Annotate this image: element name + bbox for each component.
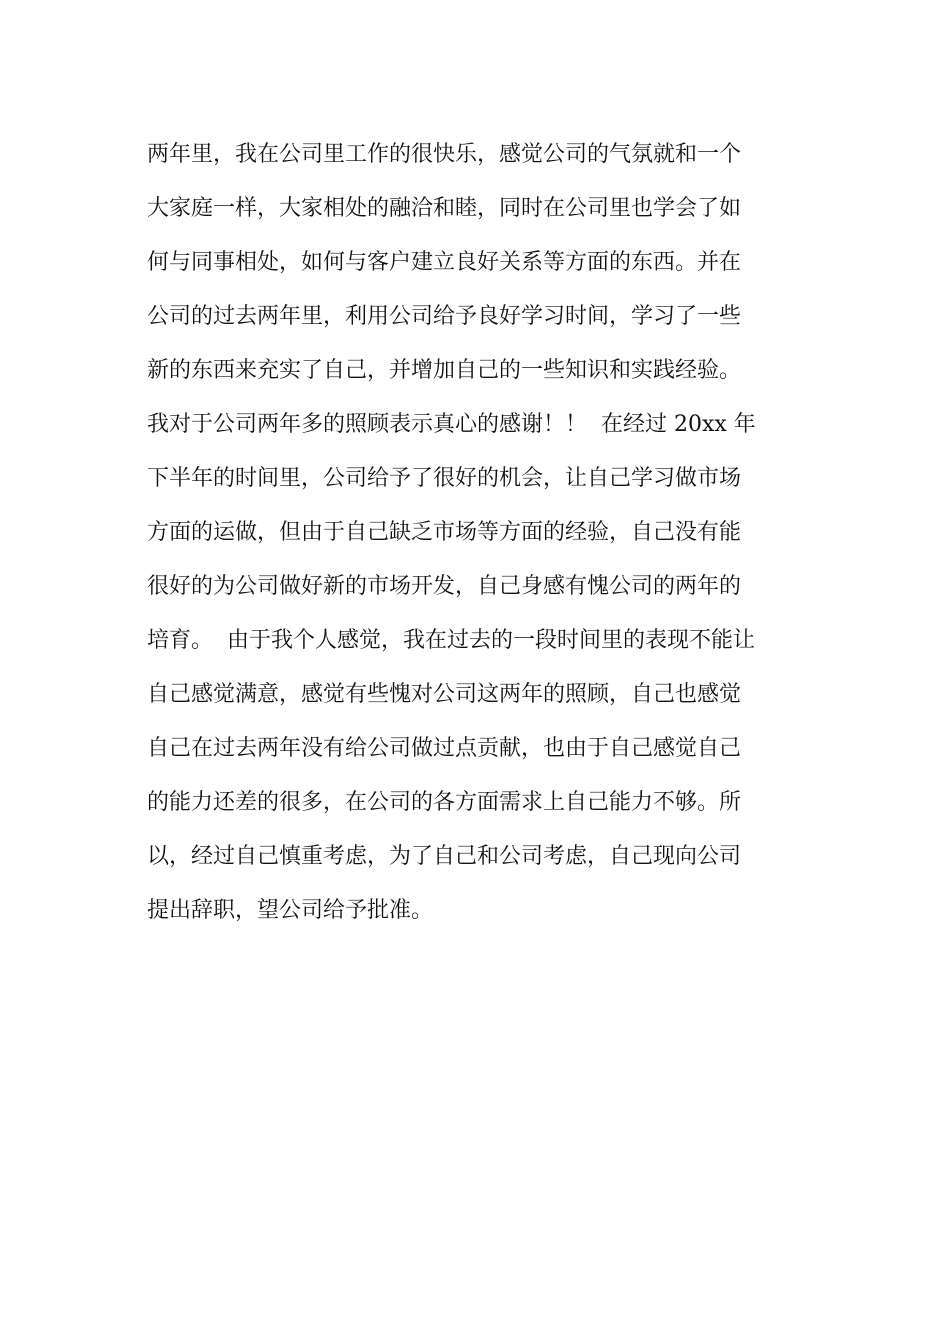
text-line: 公司的过去两年里，利用公司给予良好学习时间，学习了一些 [147,304,742,329]
text-line: 方面的运做，但由于自己缺乏市场等方面的经验，自己没有能 [147,520,742,545]
letter-body [147,128,807,938]
text-line: 自己在过去两年没有给公司做过点贡献，也由于自己感觉自己 [147,736,742,761]
text-line: 下半年的时间里，公司给予了很好的机会，让自己学习做市场 [147,466,742,491]
text-line: 提出辞职，望公司给予批准。 [147,898,434,923]
text-line: 自己感觉满意，感觉有些愧对公司这两年的照顾，自己也感觉 [147,682,742,707]
text-line: 我对于公司两年多的照顾表示真心的感谢！！ 在经过 20xx 年 [147,412,756,437]
text-line: 新的东西来充实了自己，并增加自己的一些知识和实践经验。 [147,358,742,383]
text-line: 大家庭一样，大家相处的融洽和睦，同时在公司里也学会了如 [147,196,742,221]
text-line: 何与同事相处，如何与客户建立良好关系等方面的东西。并在 [147,250,742,275]
text-line: 两年里，我在公司里工作的很快乐，感觉公司的气氛就和一个 [147,142,742,167]
text-line: 以，经过自己慎重考虑，为了自己和公司考虑，自己现向公司 [147,844,742,869]
text-line: 很好的为公司做好新的市场开发，自己身感有愧公司的两年的 [147,574,742,599]
text-line: 培育。 由于我个人感觉，我在过去的一段时间里的表现不能让 [147,628,755,653]
text-line: 的能力还差的很多，在公司的各方面需求上自己能力不够。所 [147,790,742,815]
